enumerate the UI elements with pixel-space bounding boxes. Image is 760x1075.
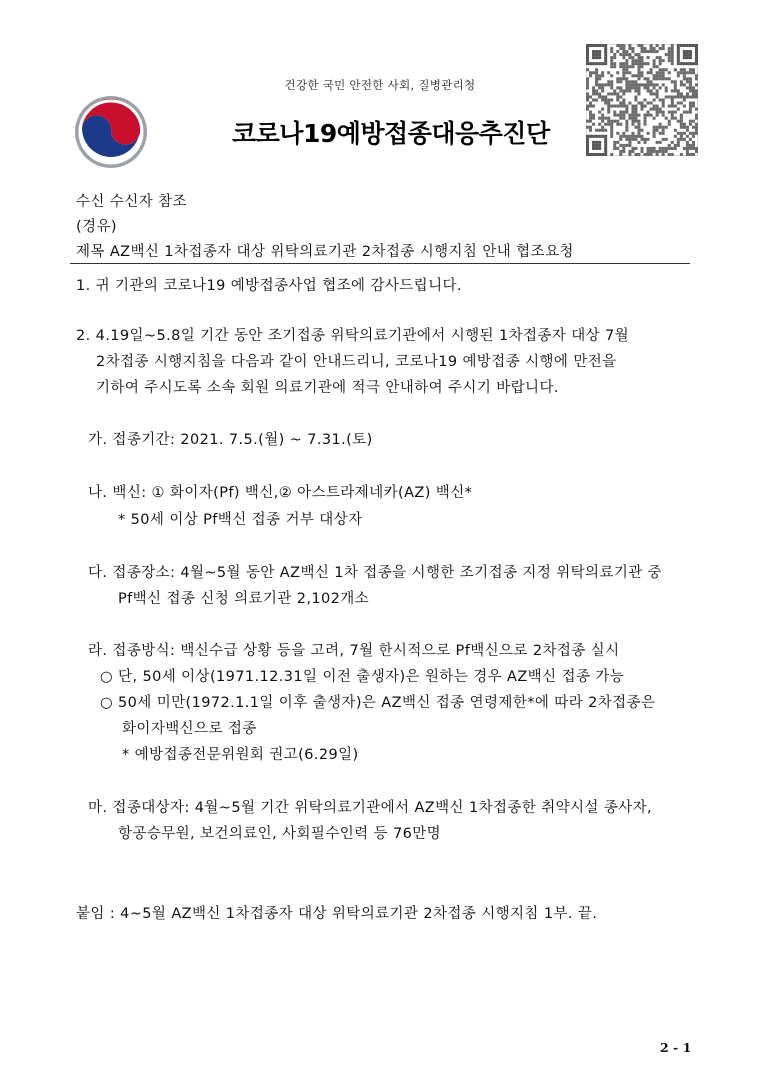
paragraph-2-line-1: 2. 4.19일~5.8일 기간 동안 조기접종 위탁의료기관에서 시행된 1차접종자 대상 7월	[76, 328, 630, 344]
item-da-line-2: Pf백신 접종 신청 의료기관 2,102개소	[118, 591, 370, 607]
org-name: 코로나19예방접종대응추진단	[232, 119, 550, 148]
recipient-line: 수신 수신자 참조	[76, 194, 187, 210]
item-ra-note: * 예방접종전문위원회 권고(6.29일)	[122, 747, 359, 763]
slogan: 건강한 국민 안전한 사회, 질병관리청	[284, 78, 476, 92]
item-ra-bullet-2-line-1: ○ 50세 미만(1972.1.1일 이후 출생자)은 AZ백신 접종 연령제한*에 따라 2차접종은	[100, 695, 656, 711]
item-ra-bullet-2-line-2: 화이자백신으로 접종	[122, 721, 257, 737]
item-ra-line-1: 라. 접종방식: 백신수급 상황 등을 고려, 7월 한시적으로 Pf백신으로 2차접종 실시	[88, 643, 620, 659]
subject-line: 제목 AZ백신 1차접종자 대상 위탁의료기관 2차접종 시행지침 안내 협조요청	[76, 244, 574, 260]
qr-code-icon	[586, 44, 698, 156]
subject-divider	[70, 263, 690, 264]
item-da-line-1: 다. 접종장소: 4월~5월 동안 AZ백신 1차 접종을 시행한 조기접종 지정 위탁의료기관 중	[88, 565, 663, 581]
paragraph-2-line-2: 2차접종 시행지침을 다음과 같이 안내드리니, 코로나19 예방접종 시행에 만전을	[96, 354, 617, 370]
paragraph-2-line-3: 기하여 주시도록 소속 회원 의료기관에 적극 안내하여 주시기 바랍니다.	[96, 380, 559, 396]
item-na-note: * 50세 이상 Pf백신 접종 거부 대상자	[118, 512, 363, 528]
item-na: 나. 백신: ① 화이자(Pf) 백신,② 아스트라제네카(AZ) 백신*	[88, 485, 473, 501]
item-ga: 가. 접종기간: 2021. 7.5.(월) ~ 7.31.(토)	[88, 432, 373, 448]
item-ra-bullet-1: ○ 단, 50세 이상(1971.12.31일 이전 출생자)은 원하는 경우 AZ백신 접종 가능	[100, 669, 625, 685]
paragraph-1: 1. 귀 기관의 코로나19 예방접종사업 협조에 감사드립니다.	[76, 278, 462, 294]
attachment-line: 붙임 : 4~5월 AZ백신 1차접종자 대상 위탁의료기관 2차접종 시행지침 1부. 끝.	[76, 906, 598, 922]
item-ma-line-2: 항공승무원, 보건의료인, 사회필수인력 등 76만명	[118, 826, 442, 842]
taegeuk-logo	[74, 95, 148, 169]
via-line: (경유)	[76, 219, 117, 235]
page-number: 2 - 1	[660, 1040, 692, 1055]
item-ma-line-1: 마. 접종대상자: 4월~5월 기간 위탁의료기관에서 AZ백신 1차접종한 취약시설 종사자,	[88, 800, 653, 816]
